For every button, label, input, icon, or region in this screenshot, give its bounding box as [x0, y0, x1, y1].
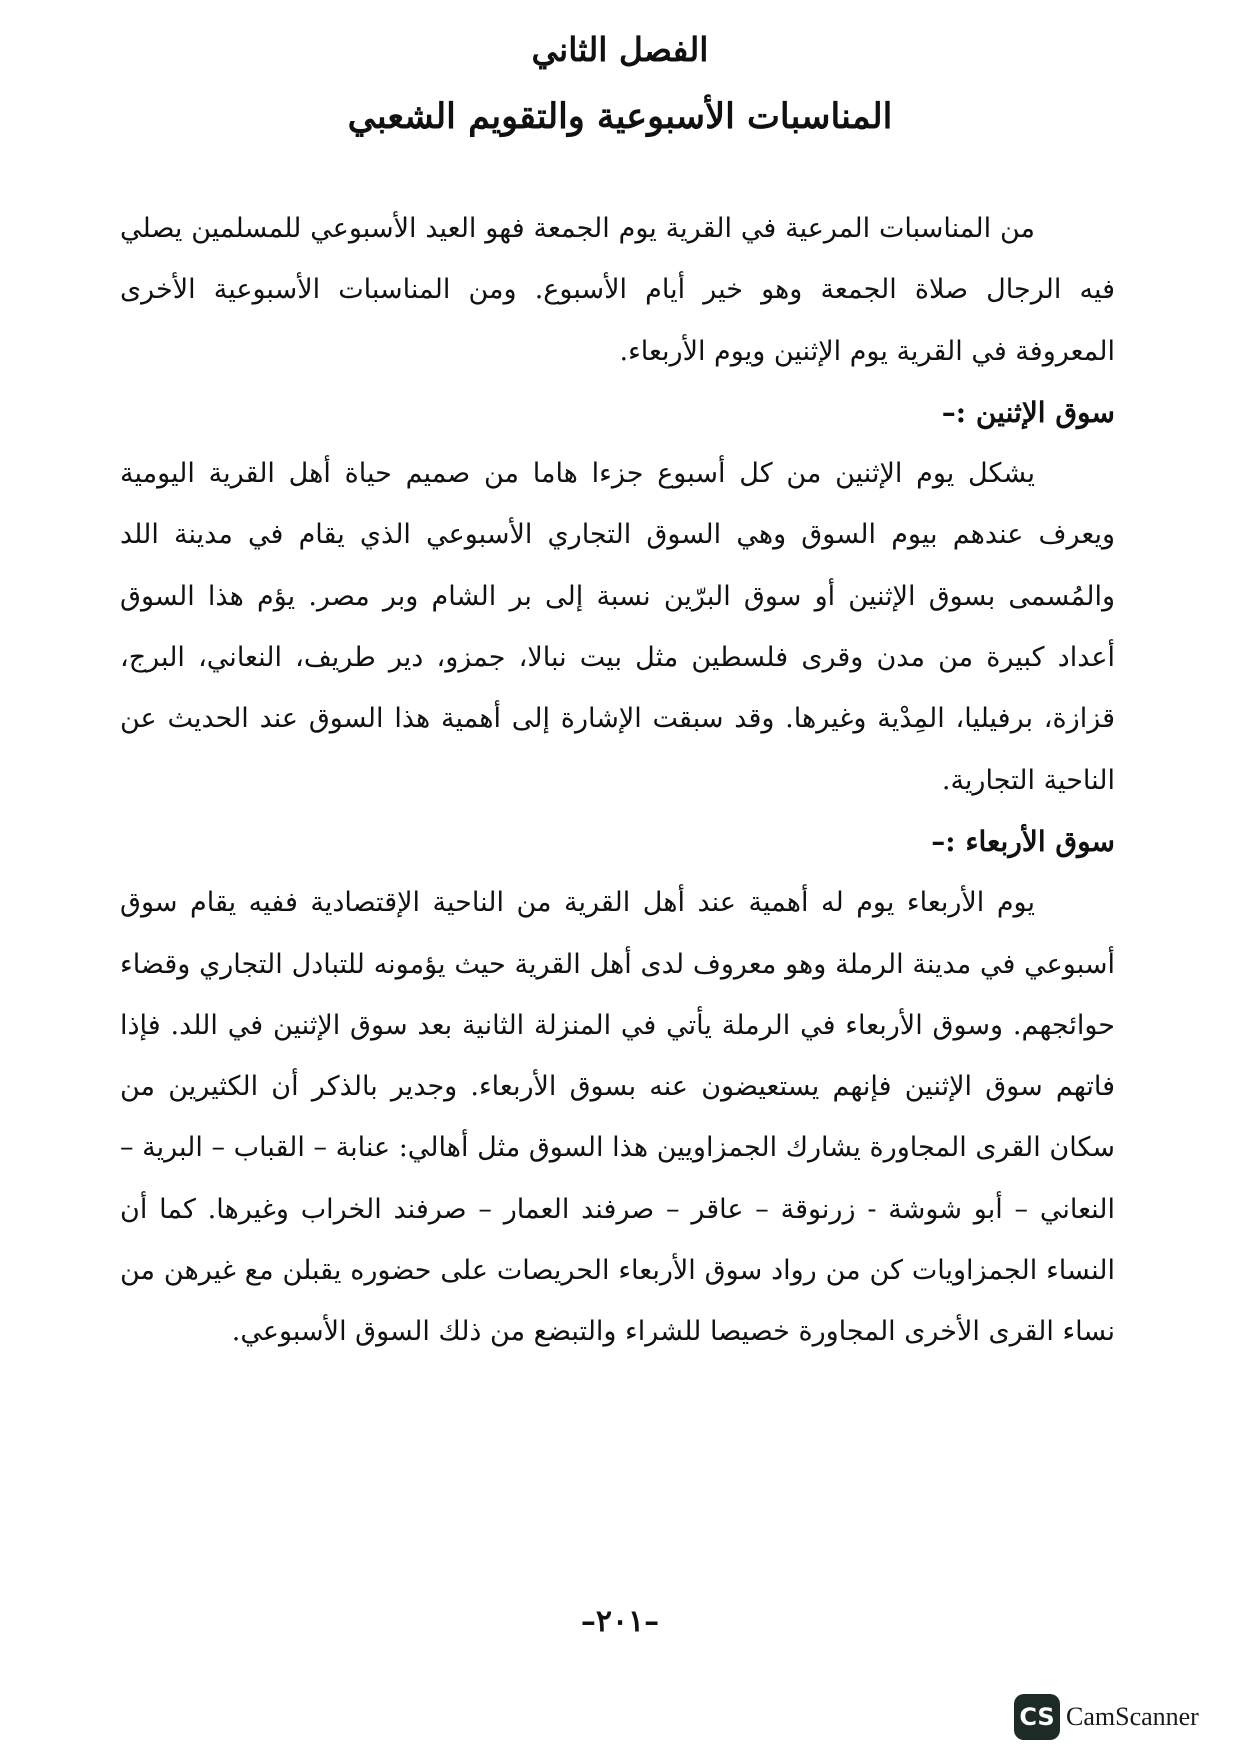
camscanner-brand-text: CamScanner: [1066, 1702, 1199, 1731]
chapter-title: المناسبات الأسبوعية والتقويم الشعبي: [347, 96, 893, 137]
document-body: [120, 198, 1115, 1363]
wednesday-market-heading: سوق الأربعاء :–: [931, 824, 1115, 858]
monday-market-paragraph: يشكل يوم الإثنين من كل أسبوع جزءا هاما من صميم حياة أهل القرية اليومية ويعرف عندهم بيوم السوق وهي السوق التجاري الأسبوعي الذي يقام في مدينة اللد والمُسمى بسوق الإثنين أو سوق البرّين نسبة إلى بر الشام وبر مصر. يؤم هذا السوق أعداد كبيرة من مدن وقرى فلسطين مثل بيت نبالا، جمزو، دير طريف، النعاني، البرج، قزازة، برفيليا، المِدْية وغيرها. وقد سبقت الإشارة إلى أهمية هذا السوق عند الحديث عن الناحية التجارية.: [120, 458, 1115, 796]
chapter-heading: الفصل الثاني: [531, 30, 709, 69]
wednesday-market-paragraph: يوم الأربعاء يوم له أهمية عند أهل القرية من الناحية الإقتصادية ففيه يقام سوق أسبوعي في مدينة الرملة وهو معروف لدى أهل القرية حيث يؤمونه للتبادل التجاري وقضاء حوائجهم. وسوق الأربعاء في الرملة يأتي في المنزلة الثانية بعد سوق الإثنين في اللد. فإذا فاتهم سوق الإثنين فإنهم يستعيضون عنه بسوق الأربعاء. وجدير بالذكر أن الكثيرين من سكان القرى المجاورة يشارك الجمزاويين هذا السوق مثل أهالي: عنابة – القباب – البرية – النعاني – أبو شوشة - زرنوقة – عاقر – صرفند العمار – صرفند الخراب وغيرها. كما أن النساء الجمزاويات كن من رواد سوق الأربعاء الحريصات على حضوره يقبلن مع غيرهن من نساء القرى الأخرى المجاورة خصيصا للشراء والتبضع من ذلك السوق الأسبوعي.: [120, 887, 1116, 1348]
camscanner-watermark: [1014, 1694, 1199, 1740]
page-number: –٢٠١–: [580, 1604, 660, 1639]
intro-paragraph: من المناسبات المرعية في القرية يوم الجمعة فهو العيد الأسبوعي للمسلمين يصلي فيه الرجال صلاة الجمعة وهو خير أيام الأسبوع. ومن المناسبات الأسبوعية الأخرى المعروفة في القرية يوم الإثنين ويوم الأربعاء.: [120, 213, 1115, 367]
monday-market-heading: سوق الإثنين :–: [941, 395, 1115, 429]
camscanner-logo-icon: CS: [1014, 1694, 1060, 1740]
